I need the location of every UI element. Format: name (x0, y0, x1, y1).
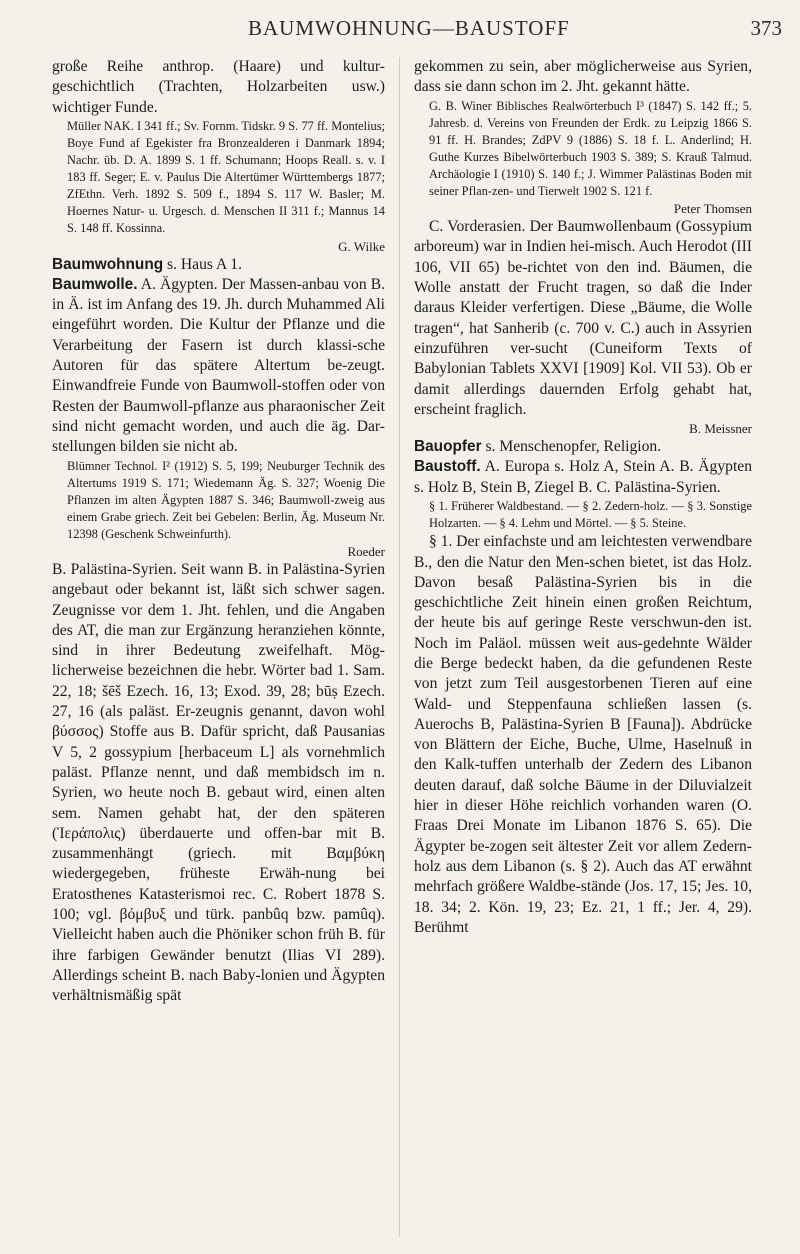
running-head-title: BAUMWOHNUNG—BAUSTOFF (248, 16, 570, 40)
entry-text: s. Haus A 1. (167, 255, 242, 273)
entry-lemma: Bauopfer (414, 438, 482, 456)
right-column (414, 57, 752, 1244)
column-divider (399, 57, 400, 1237)
bibliography-block: Müller NAK. I 341 ff.; Sv. Fornm. Tidskr. 9 S. 77 ff. Montelius; Boye Fund af Egekister fra Bronzealderen i Danmark 1894; Nachr. üb. D. A. 1899 S. 1 ff. Schumann; Hoops Reall. s. v. I 183 ff. Seger; E. v. Paulus Die Altertümer Württembergs 1877; ZfEthn. Verh. 1892 S. 509 f., 1894 S. 117 W. Basler; M. Hoernes Natur- u. Urgesch. d. Menschen II 311 f.; Mannus 14 S. 148 ff. Kossinna. (67, 118, 385, 236)
entry-text: A. Europa s. Holz A, Stein A. B. Ägypten s. Holz B, Stein B, Ziegel B. C. Palästina-Syrien. (414, 458, 752, 496)
author-signature: Roeder (347, 543, 385, 559)
author-signature: G. Wilke (338, 238, 385, 254)
section-vorderasien: C. Vorderasien. Der Baumwollenbaum (Gossypium arboreum) war in Indien hei-misch. Auch Herodot (III 106, VII 65) be-richtet von den ind. Bäumen, die Wolle anstatt der Frucht tragen, so daß die Inder daraus Kleider verfertigen. Diese „Bäume, die Wolle tragen“, hat Sanherib (c. 700 v. C.) auch in Assyrien einzuführen ver-sucht (Cuneiform Texts of Babylonian Tablets XXVI [1909] Kol. VII 53). Ob er damit allerdings dauernden Erfolg gehabt hat, erscheint fraglich. (414, 218, 752, 418)
section-palaestina-syrien: B. Palästina-Syrien. Seit wann B. in Palästina-Syrien angebaut oder bekannt ist, läßt sich schwer sagen. Zeugnisse vor dem 1. Jht. fehlen, und die Angaben des AT, die man zur Ergänzung heranziehen könnte, sind in ihrer Bedeutung zweifelhaft. Mög-licherweise bezeichnen die hebr. Wörter bad 1. Sam. 22, 18; šēš Ezech. 16, 13; Exod. 39, 28; būṣ Ezech. 27, 16 (als paläst. Er-zeugnis genannt, davon wohl βύσσος) Stoffe aus B. Dafür spricht, daß Pausanias V 5, 2 gossypium [herbaceum L] als vornehmlich paläst. Pflanze nennt, und daß membidsch im n. Syrien, wo heute noch B. gebaut wird, einen alten sem. Namen gehabt hat, der den späteren (Ἱεράπολις) überdauerte und offen-bar mit B. zusammenhängt (griech. mit Βαμβύκη wiedergegeben, früheste Erwäh-nung bei Eratosthenes Katasterismoi rec. C. Robert 1878 S. 100; vgl. βόμβυξ und türk. panbûq bzw. pamûq). Vielleicht haben auch die Phöniker schon früh B. für ihre farbigen Gewänder benutzt (Ilias VI 289). Allerdings scheint B. nach Baby-lonien und Ägypten verhältnismäßig spät (52, 560, 385, 1005)
entry-bauopfer (414, 437, 752, 457)
bibliography-block: Blümner Technol. I² (1912) S. 5, 199; Neuburger Technik des Altertums 1919 S. 171; Wiedemann Äg. S. 327; Woenig Die Pflanzen im alten Ägypten 1887 S. 346; Baumwoll-zweig aus einem Grabe griech. Zeit bei Gebelen: Berlin, Äg. Museum Nr. 12398 (Geschenk Schweinfurth). (67, 458, 385, 541)
paragraph-continuation: große Reihe anthrop. (Haare) und kultur-geschichtlich (Trachten, Holzarbeiten usw.) wichtiger Funde. (52, 58, 385, 116)
entry-lemma: Baumwohnung (52, 255, 164, 273)
entry-lemma: Baumwolle. (52, 275, 138, 293)
author-signature: B. Meissner (689, 421, 752, 437)
section-1-paragraph: § 1. Der einfachste und am leichtesten verwendbare B., den die Natur den Men-schen bietet, ist das Holz. Davon besaß Palästina-Syrien bis in die geschichtliche Zeit hinein einen großen Reichtum, der heute bis auf geringe Reste verschwun-den ist. Noch im Paläol. müssen weit aus-gedehnte Wälder die Berge bedeckt haben, da die gefundenen Reste von jetzt zum Teil ausgestorbenen Tieren auf eine Wald- und Steppenfauna schließen lassen (s. Auerochs B, Palästina-Syrien B [Fauna]). Abdrücke von Blättern der Eiche, Buche, Ulme, Haselnuß in den Kalk-tuffen unterhalb der Zedern des Libanon deuten darauf, daß solche Bäume in der Diluvialzeit hier in dieser Höhe reichlich vorhanden waren (O. Fraas Drei Monate im Libanon 1876 S. 65). Die Ägypter be-zogen seit ältester Zeit vor allem Zedern-holz aus dem Libanon (s. § 2). Auch das AT erwähnt mehrfach größere Waldbe-stände (Jos. 17, 15; Jes. 10, 18. 34; 2. Kön. 19, 23; Ez. 21, 1 ff.; Jer. 4, 29). Berühmt (414, 533, 752, 936)
entry-baumwohnung (52, 255, 385, 275)
entry-baustoff (414, 457, 752, 498)
entry-lemma: Baustoff. (414, 458, 481, 476)
bibliography-block: G. B. Winer Biblisches Realwörterbuch I³ (1847) S. 142 ff.; 5. Jahresb. d. Vereins von Freunden der Erdk. zu Leipzig 1866 S. 91 ff. H. Brandes; ZdPV 9 (1886) S. 18 f. L. Anderlind; H. Guthe Kurzes Bibelwörterbuch 1903 S. 389; S. Krauß Talmud. Archäologie I (1910) S. 140 f.; J. Wimmer Palästinas Boden mit seiner Pflan-zen- und Tierwelt 1902 S. 121 f. (429, 98, 752, 199)
entry-text: A. Ägypten. Der Massen-anbau von B. in Ä. ist im Anfang des 19. Jh. durch Muhammed Ali eingeführt worden. Die Kultur der Pflanze und die Verarbeitung der Fasern ist durch klassi-sche Autoren für das spätere Altertum be-zeugt. Einwandfreie Funde von Baumwoll-stoffen oder von Resten der Baumwoll-pflanze aus pharaonischer Zeit sind nicht gemacht worden, und auch die äg. Dar-stellungen bilden sie nicht ab. (52, 275, 385, 456)
entry-baumwolle (52, 275, 385, 458)
entry-text: s. Menschenopfer, Religion. (485, 438, 662, 456)
left-column (52, 57, 385, 1244)
running-head (0, 16, 800, 46)
paragraph-continuation: gekommen zu sein, aber möglicherweise aus Syrien, dass sie dann schon im 2. Jht. gekannt hätte. (414, 58, 752, 96)
author-signature: Peter Thomsen (673, 201, 752, 217)
page-number: 373 (750, 16, 782, 40)
section-outline: § 1. Früherer Waldbestand. — § 2. Zedern-holz. — § 3. Sonstige Holzarten. — § 4. Lehm und Mörtel. — § 5. Steine. (429, 499, 752, 531)
